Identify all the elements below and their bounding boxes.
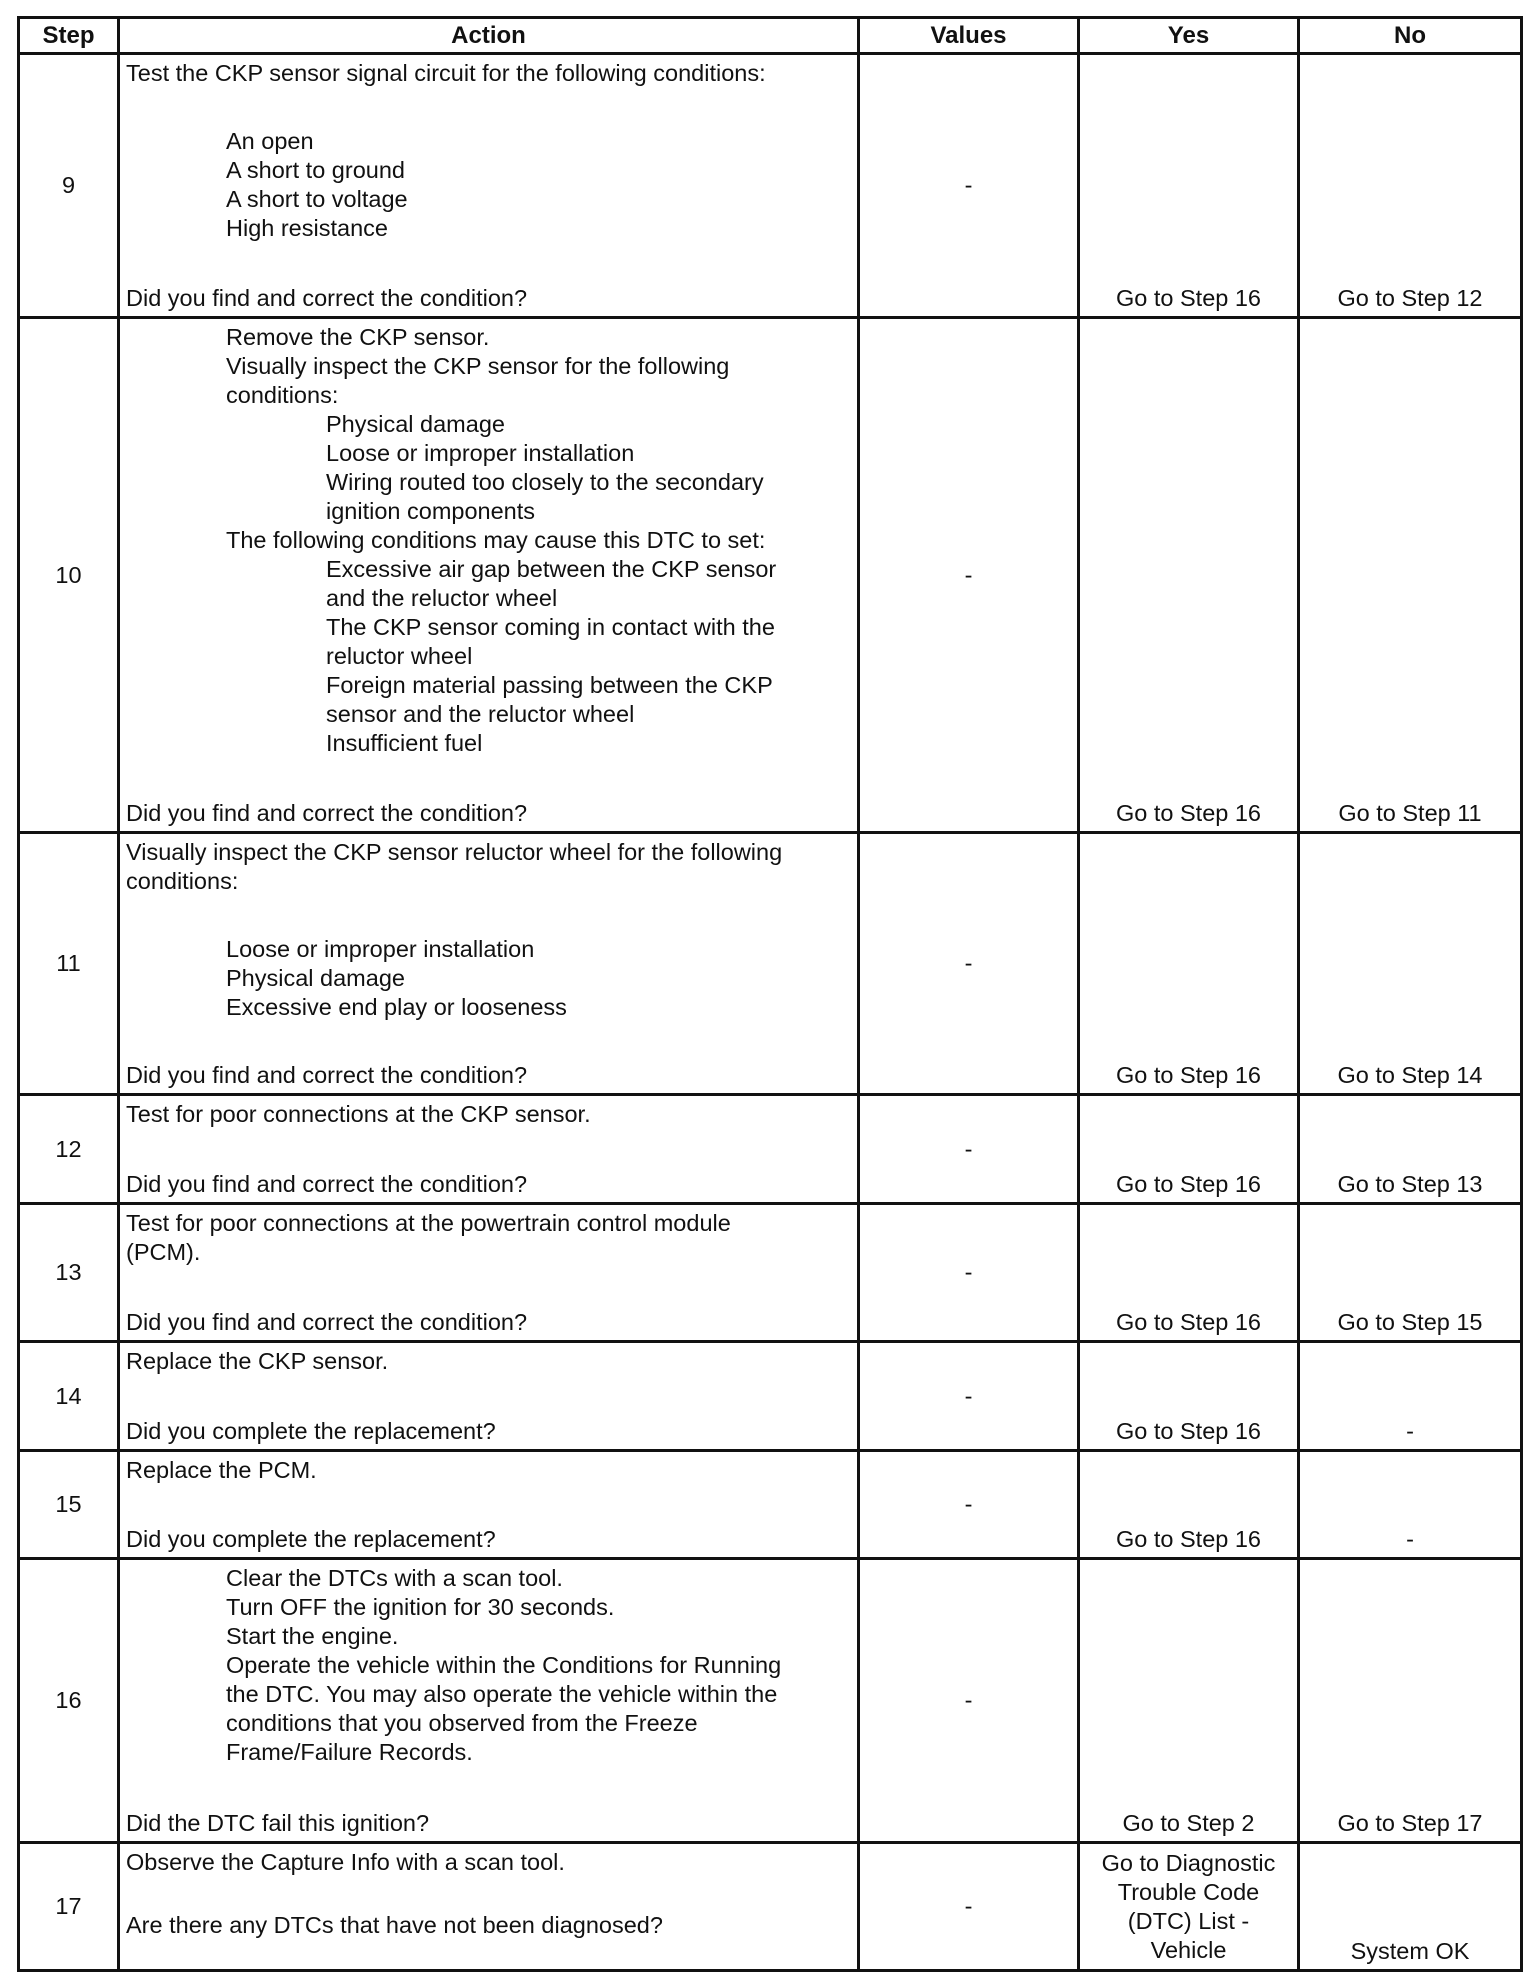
action-line: conditions: bbox=[226, 382, 339, 408]
step-number: 13 bbox=[19, 1204, 119, 1342]
action-cell bbox=[119, 1204, 859, 1342]
step-number: 14 bbox=[19, 1342, 119, 1451]
values-cell: - bbox=[859, 1843, 1079, 1971]
no-cell bbox=[1299, 833, 1522, 1095]
action-line: Foreign material passing between the CKP bbox=[326, 672, 773, 698]
no-result: Go to Step 13 bbox=[1337, 1171, 1483, 1197]
no-result: Go to Step 15 bbox=[1337, 1309, 1483, 1335]
action-line: A short to voltage bbox=[226, 186, 408, 212]
header-values: Values bbox=[859, 18, 1079, 54]
action-line: Loose or improper installation bbox=[226, 936, 535, 962]
action-line: and the reluctor wheel bbox=[326, 585, 558, 611]
action-question: Did you complete the replacement? bbox=[126, 1418, 496, 1444]
action-line: Test for poor connections at the CKP sensor. bbox=[126, 1101, 591, 1127]
action-cell bbox=[119, 833, 859, 1095]
action-line: High resistance bbox=[226, 215, 388, 241]
no-cell bbox=[1299, 1843, 1522, 1971]
yes-result bbox=[1080, 1849, 1297, 1965]
action-line: A short to ground bbox=[226, 157, 405, 183]
table-row bbox=[19, 1843, 1522, 1971]
action-question: Did you find and correct the condition? bbox=[126, 800, 528, 826]
yes-result: Go to Step 16 bbox=[1115, 285, 1262, 311]
no-result: System OK bbox=[1350, 1938, 1470, 1964]
action-line: Physical damage bbox=[326, 411, 505, 437]
yes-cell bbox=[1079, 1095, 1299, 1204]
no-cell bbox=[1299, 1559, 1522, 1843]
action-question: Did you find and correct the condition? bbox=[126, 1171, 528, 1197]
yes-cell bbox=[1079, 1204, 1299, 1342]
action-question: Did the DTC fail this ignition? bbox=[126, 1810, 430, 1836]
action-line: Operate the vehicle within the Conditions for Running bbox=[226, 1652, 782, 1678]
yes-cell bbox=[1079, 1342, 1299, 1451]
action-question: Did you find and correct the condition? bbox=[126, 1309, 528, 1335]
table-row bbox=[19, 1559, 1522, 1843]
action-line: conditions that you observed from the Freeze bbox=[226, 1710, 698, 1736]
action-line: Frame/Failure Records. bbox=[226, 1739, 473, 1765]
values-cell: - bbox=[859, 1095, 1079, 1204]
no-result: - bbox=[1406, 1418, 1414, 1444]
table-row bbox=[19, 833, 1522, 1095]
yes-result-line: Go to Diagnostic bbox=[1101, 1849, 1276, 1876]
header-action: Action bbox=[119, 18, 859, 54]
values-cell: - bbox=[859, 318, 1079, 833]
action-line: Wiring routed too closely to the secondary bbox=[326, 469, 764, 495]
header-yes: Yes bbox=[1079, 18, 1299, 54]
action-line: reluctor wheel bbox=[326, 643, 473, 669]
step-number: 17 bbox=[19, 1843, 119, 1971]
yes-result: Go to Step 2 bbox=[1122, 1810, 1255, 1836]
action-cell bbox=[119, 54, 859, 318]
action-line: The following conditions may cause this DTC to set: bbox=[226, 527, 766, 553]
values-cell: - bbox=[859, 1451, 1079, 1559]
step-number: 16 bbox=[19, 1559, 119, 1843]
no-cell bbox=[1299, 1095, 1522, 1204]
action-line: Excessive air gap between the CKP sensor bbox=[326, 556, 777, 582]
values-cell: - bbox=[859, 1559, 1079, 1843]
action-line: Excessive end play or looseness bbox=[226, 994, 567, 1020]
action-cell bbox=[119, 1559, 859, 1843]
action-line: conditions: bbox=[126, 868, 239, 894]
action-line: Replace the CKP sensor. bbox=[126, 1348, 389, 1374]
values-cell: - bbox=[859, 54, 1079, 318]
step-number: 12 bbox=[19, 1095, 119, 1204]
action-line: Remove the CKP sensor. bbox=[226, 324, 490, 350]
no-cell bbox=[1299, 54, 1522, 318]
action-question: Did you complete the replacement? bbox=[126, 1526, 496, 1552]
action-cell bbox=[119, 1342, 859, 1451]
step-number: 11 bbox=[19, 833, 119, 1095]
no-result: Go to Step 11 bbox=[1338, 800, 1482, 826]
yes-result: Go to Step 16 bbox=[1115, 1418, 1262, 1444]
no-result: Go to Step 12 bbox=[1337, 285, 1483, 311]
action-line: Test the CKP sensor signal circuit for the following conditions: bbox=[126, 60, 766, 86]
values-cell: - bbox=[859, 833, 1079, 1095]
values-cell: - bbox=[859, 1342, 1079, 1451]
action-line: (PCM). bbox=[126, 1239, 201, 1265]
header-no: No bbox=[1299, 18, 1522, 54]
action-line: Observe the Capture Info with a scan tool. bbox=[126, 1849, 565, 1875]
step-number: 10 bbox=[19, 318, 119, 833]
step-number: 9 bbox=[19, 54, 119, 318]
action-cell bbox=[119, 318, 859, 833]
header-step: Step bbox=[19, 18, 119, 54]
diagnostic-table bbox=[17, 16, 1523, 1972]
table-row bbox=[19, 1451, 1522, 1559]
action-line: Turn OFF the ignition for 30 seconds. bbox=[226, 1594, 615, 1620]
action-line: ignition components bbox=[326, 498, 536, 524]
no-cell bbox=[1299, 1204, 1522, 1342]
action-question: Are there any DTCs that have not been diagnosed? bbox=[126, 1912, 663, 1938]
action-line: Test for poor connections at the powertrain control module bbox=[126, 1210, 731, 1236]
header-row bbox=[19, 18, 1522, 54]
step-number: 15 bbox=[19, 1451, 119, 1559]
action-line: Visually inspect the CKP sensor for the following bbox=[226, 353, 730, 379]
action-line: sensor and the reluctor wheel bbox=[326, 701, 635, 727]
yes-result-line: Trouble Code bbox=[1117, 1878, 1260, 1905]
table-row bbox=[19, 1204, 1522, 1342]
yes-cell bbox=[1079, 1451, 1299, 1559]
table-row bbox=[19, 1342, 1522, 1451]
yes-result: Go to Step 16 bbox=[1115, 1062, 1262, 1088]
table-row bbox=[19, 318, 1522, 833]
action-cell bbox=[119, 1843, 859, 1971]
yes-cell bbox=[1079, 1559, 1299, 1843]
values-cell: - bbox=[859, 1204, 1079, 1342]
no-cell bbox=[1299, 1342, 1522, 1451]
yes-cell bbox=[1079, 54, 1299, 318]
action-line: Clear the DTCs with a scan tool. bbox=[226, 1565, 563, 1591]
yes-cell bbox=[1079, 1843, 1299, 1971]
action-line: the DTC. You may also operate the vehicle within the bbox=[226, 1681, 778, 1707]
table-row bbox=[19, 1095, 1522, 1204]
yes-cell bbox=[1079, 318, 1299, 833]
action-line: Loose or improper installation bbox=[326, 440, 635, 466]
table-row bbox=[19, 54, 1522, 318]
action-question: Did you find and correct the condition? bbox=[126, 1062, 528, 1088]
yes-result-line: (DTC) List - bbox=[1127, 1907, 1250, 1934]
action-cell bbox=[119, 1095, 859, 1204]
yes-result: Go to Step 16 bbox=[1115, 1171, 1262, 1197]
action-line: Physical damage bbox=[226, 965, 405, 991]
action-cell bbox=[119, 1451, 859, 1559]
yes-result-line: Vehicle bbox=[1150, 1936, 1227, 1963]
yes-result: Go to Step 16 bbox=[1115, 800, 1262, 826]
action-line: Insufficient fuel bbox=[326, 730, 483, 756]
no-cell bbox=[1299, 318, 1522, 833]
yes-result: Go to Step 16 bbox=[1115, 1526, 1262, 1552]
no-result: Go to Step 14 bbox=[1337, 1062, 1483, 1088]
action-line: The CKP sensor coming in contact with the bbox=[326, 614, 775, 640]
action-line: An open bbox=[226, 128, 314, 154]
action-question: Did you find and correct the condition? bbox=[126, 285, 528, 311]
yes-cell bbox=[1079, 833, 1299, 1095]
action-line: Start the engine. bbox=[226, 1623, 399, 1649]
no-cell bbox=[1299, 1451, 1522, 1559]
yes-result: Go to Step 16 bbox=[1115, 1309, 1262, 1335]
action-line: Visually inspect the CKP sensor reluctor wheel for the following bbox=[126, 839, 783, 865]
action-line: Replace the PCM. bbox=[126, 1457, 317, 1483]
no-result: Go to Step 17 bbox=[1337, 1810, 1483, 1836]
no-result: - bbox=[1406, 1526, 1414, 1552]
